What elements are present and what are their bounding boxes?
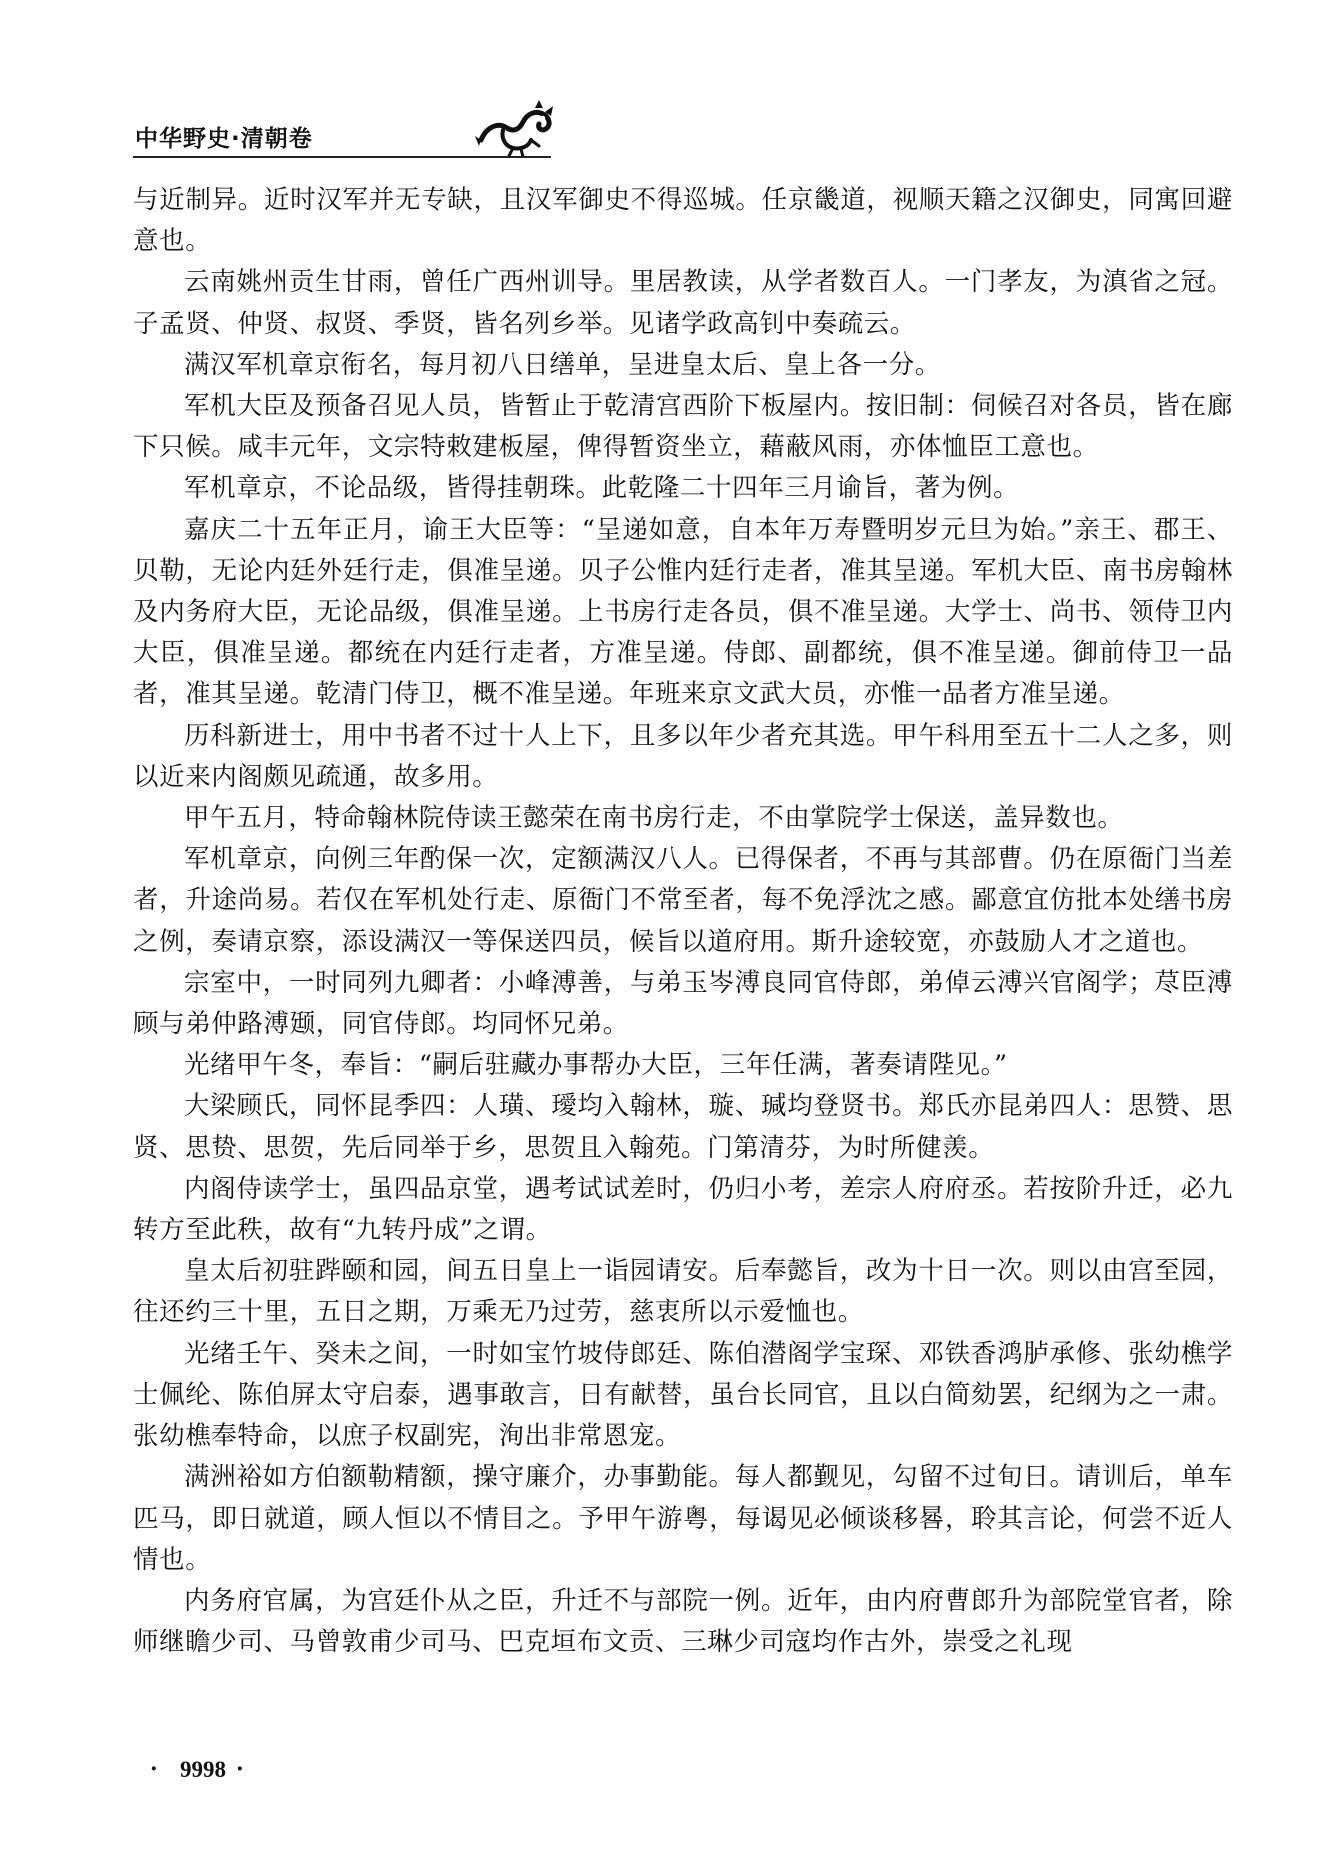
paragraph: 满洲裕如方伯额勒精额，操守廉介，办事勤能。每人都觐见，勾留不过旬日。请训后，单车匹马，即日就道，顾人恒以不情目之。予甲午游粤，每谒见必倾谈移晷，聆其言论，何尝不近人情也。 <box>133 1462 1233 1575</box>
paragraph: 云南姚州贡生甘雨，曾任广西州训导。里居教读，从学者数百人。一门孝友，为滇省之冠。子孟贤、仲贤、叔贤、季贤，皆名列乡举。见诸学政高钊中奏疏云。 <box>133 267 1233 339</box>
paragraph: 军机大臣及预备召见人员，皆暂止于乾清宫西阶下板屋内。按旧制：伺候召对各员，皆在廊下只候。咸丰元年，文宗特敕建板屋，俾得暂资坐立，藉蔽风雨，亦体恤臣工意也。 <box>133 391 1233 463</box>
paragraph: 宗室中，一时同列九卿者：小峰溥善，与弟玉岑溥良同官侍郎，弟倬云溥兴官阁学；荩臣溥顾与弟仲路溥颋，同官侍郎。均同怀兄弟。 <box>133 967 1233 1040</box>
paragraph: 满汉军机章京衔名，每月初八日缮单，呈进皇太后、皇上各一分。 <box>184 349 941 380</box>
running-header <box>133 96 551 156</box>
page-number: 9998 <box>180 1757 226 1782</box>
header-rule <box>133 156 551 158</box>
paragraph: 历科新进士，用中书者不过十人上下，且多以年少者充其选。甲午科用至五十二人之多，则以近来内阁颇见疏通，故多用。 <box>133 720 1233 792</box>
separator-dot: · <box>150 1756 158 1782</box>
dragon-icon <box>473 96 555 158</box>
paragraph: 甲午五月，特命翰林院侍读王懿荣在南书房行走，不由掌院学士保送，盖异数也。 <box>184 803 1124 834</box>
separator-dot: · <box>236 1756 244 1782</box>
paragraph: 与近制异。近时汉军并无专缺，且汉军御史不得巡城。任京畿道，视顺天籍之汉御史，同寓回避意也。 <box>133 185 1233 257</box>
paragraph: 内务府官属，为宫廷仆从之臣，升迁不与部院一例。近年，由内府曹郎升为部院堂官者，除师继瞻少司、马曾敦甫少司马、巴克垣布文贡、三琳少司寇均作古外，崇受之礼现 <box>133 1585 1233 1658</box>
paragraph: 光绪壬午、癸未之间，一时如宝竹坡侍郎廷、陈伯潜阁学宝琛、邓铁香鸿胪承修、张幼樵学士佩纶、陈伯屏太守启泰，遇事敢言，日有献替，虽台长同官，且以白简劾罢，纪纲为之一肃。张幼樵奉特命，以庶子权副宪，洵出非常恩宠。 <box>133 1338 1233 1452</box>
paragraph: 光绪甲午冬，奉旨：“嗣后驻藏办事帮办大臣，三年任满，著奏请陛见。” <box>184 1050 1008 1081</box>
paragraph: 嘉庆二十五年正月，谕王大臣等：“呈递如意，自本年万寿暨明岁元旦为始。”亲王、郡王、贝勒，无论内廷外廷行走，俱准呈递。贝子公惟内廷行走者，准其呈递。军机大臣、南书房翰林及内务府大臣，无论品级，俱准呈递。上书房行走各员，俱不准呈递。大学士、尚书、领侍卫内大臣，俱准呈递。都统在内廷行走者，方准呈递。侍郎、副都统，俱不准呈递。御前侍卫一品者，准其呈递。乾清门侍卫，概不准呈递。年班来京文武大员，亦惟一品者方准呈递。 <box>133 514 1233 710</box>
paragraph: 军机章京，不论品级，皆得挂朝珠。此乾隆二十四年三月谕旨，著为例。 <box>184 473 1020 504</box>
paragraph: 大梁顾氏，同怀昆季四：人璜、璦均入翰林，璇、瑊均登贤书。郑氏亦昆弟四人：思赞、思贤、思贽、思贺，先后同举于乡，思贺且入翰苑。门第清芬，为时所健羡。 <box>133 1091 1233 1163</box>
body-text <box>133 180 1233 1663</box>
book-title: 中华野史·清朝卷 <box>135 126 313 152</box>
paragraph: 皇太后初驻跸颐和园，间五日皇上一诣园请安。后奉懿旨，改为十日一次。则以由宫至园，往还约三十里，五日之期，万乘无乃过劳，慈衷所以示爱恤也。 <box>133 1256 1233 1328</box>
paragraph: 内阁侍读学士，虽四品京堂，遇考试试差时，仍归小考，差宗人府府丞。若按阶升迁，必九转方至此秩，故有“九转丹成”之谓。 <box>133 1173 1233 1246</box>
paragraph: 军机章京，向例三年酌保一次，定额满汉八人。已得保者，不再与其部曹。仍在原衙门当差者，升途尚易。若仅在军机处行走、原衙门不常至者，每不免浮沈之感。鄙意宜仿批本处缮书房之例，奏请京察，添设满汉一等保送四员，候旨以道府用。斯升途较宽，亦鼓励人才之道也。 <box>133 844 1233 957</box>
